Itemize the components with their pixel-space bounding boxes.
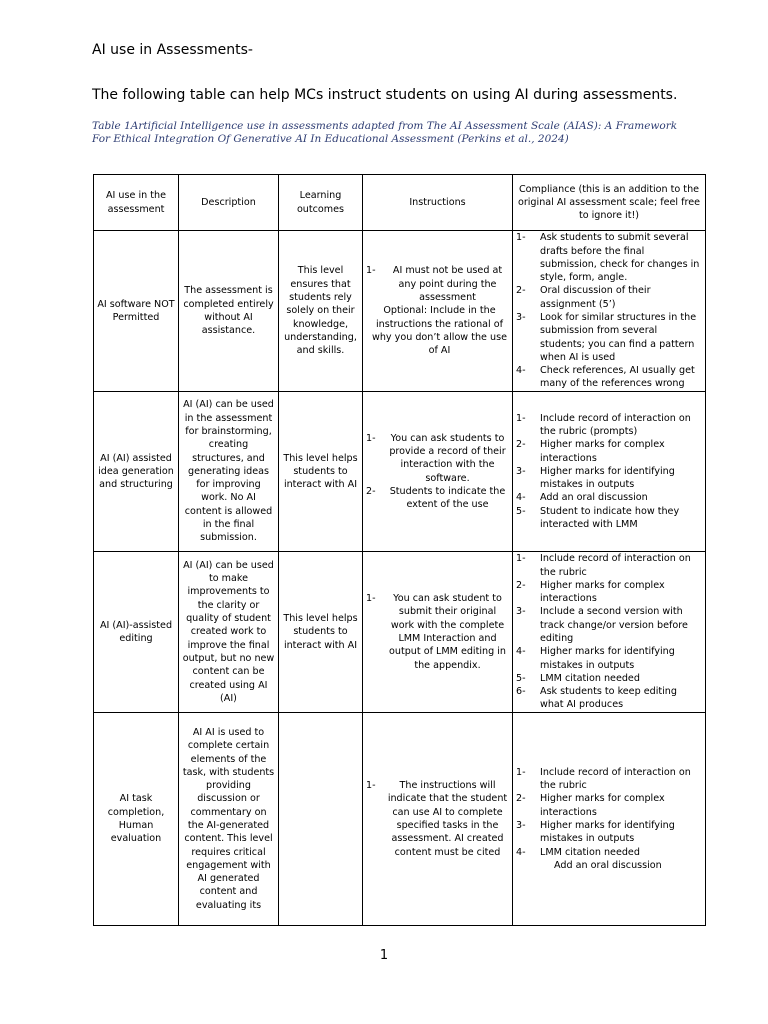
instructions-cell: [363, 552, 513, 713]
header-compliance: Compliance (this is an addition to the original AI assessment scale; feel free to ignore it!): [513, 175, 706, 231]
item-text: Students to indicate the extent of the use: [389, 485, 506, 511]
item-text: Add an oral discussion: [540, 492, 648, 504]
compliance-item: [516, 491, 702, 504]
table-header-row: [94, 175, 706, 231]
item-text: Higher marks for identifying mistakes in outputs: [540, 820, 675, 845]
compliance-note: Add an oral discussion: [554, 859, 662, 871]
level-cell: AI (AI)-assisted editing: [94, 552, 179, 713]
item-number: 1-: [366, 432, 376, 444]
item-number: 1-: [516, 412, 526, 424]
compliance-item: [516, 364, 702, 391]
compliance-item: [516, 685, 702, 712]
compliance-item: [516, 645, 702, 672]
compliance-cell: [513, 713, 706, 926]
table-row: [94, 231, 706, 392]
outcomes-cell: This level helps students to interact with AI: [279, 552, 363, 713]
instructions-cell: [363, 713, 513, 926]
description-cell: AI AI is used to complete certain elements of the task, with students providing discussion or commentary on the AI-generated content. This level requires critical engagement with AI generated content and evaluating its: [179, 713, 279, 926]
compliance-item: [516, 792, 702, 819]
document-heading: AI use in Assessments-: [92, 42, 253, 58]
item-number: 1-: [366, 593, 376, 605]
item-number: 2-: [516, 579, 526, 591]
item-text: Higher marks for identifying mistakes in outputs: [540, 465, 675, 491]
item-number: 5-: [516, 672, 526, 684]
compliance-item: [516, 231, 702, 284]
header-description: Description: [179, 175, 279, 231]
description-cell: AI (AI) can be used in the assessment for brainstorming, creating structures, and generating ideas for improving work. No AI content is allowed in the final submission.: [179, 392, 279, 552]
item-text: The instructions will indicate that the student can use AI to complete specified tasks in the assessment. AI created content must be cited: [387, 780, 508, 858]
item-text: Include record of interaction on the rubric: [540, 766, 691, 792]
item-text: Ask students to submit several drafts before the final submission, check for changes in style, form, angle.: [540, 232, 700, 284]
instructions-item: [366, 264, 509, 304]
item-number: 4-: [516, 646, 526, 658]
compliance-cell: [513, 552, 706, 713]
item-number: 3-: [516, 820, 526, 831]
compliance-item: [516, 284, 702, 311]
item-text: Higher marks for complex interactions: [540, 793, 665, 818]
compliance-cell: [513, 231, 706, 392]
level-cell: AI task completion, Human evaluation: [94, 713, 179, 926]
item-number: 2-: [516, 439, 526, 451]
item-text: AI must not be used at any point during the assessment: [392, 265, 503, 304]
header-instructions: Instructions: [363, 175, 513, 231]
item-text: You can ask students to provide a record of their interaction with the software.: [389, 432, 506, 484]
table-caption: Table 1Artificial Intelligence use in assessments adapted from The AI Assessment Scale (AIAS): A Framework For Ethical Integration Of Generative AI In Educational Assessment (Perkins et al., 2024): [92, 120, 678, 145]
compliance-item: [516, 766, 702, 793]
level-cell: AI software NOT Permitted: [94, 231, 179, 392]
item-number: 1-: [516, 553, 526, 565]
instructions-list: [366, 432, 509, 512]
table-row: [94, 552, 706, 713]
item-number: 5-: [516, 505, 526, 517]
compliance-list: [516, 231, 702, 391]
table-row: [94, 713, 706, 926]
item-text: Oral discussion of their assignment (5’): [540, 285, 651, 310]
item-text: Student to indicate how they interacted with LMM: [540, 505, 680, 531]
header-learning-outcomes: Learning outcomes: [279, 175, 363, 231]
instructions-item: [366, 432, 509, 485]
compliance-item: [516, 465, 702, 492]
instructions-list: [366, 779, 509, 859]
item-number: 3-: [516, 312, 526, 323]
item-text: Higher marks for complex interactions: [540, 579, 665, 605]
item-text: LMM citation needed: [540, 672, 640, 684]
level-cell: AI (AI) assisted idea generation and structuring: [94, 392, 179, 552]
item-number: 3-: [516, 465, 526, 477]
table-row: [94, 392, 706, 552]
item-number: 1-: [366, 780, 376, 792]
compliance-item: [516, 552, 702, 579]
compliance-item: [516, 672, 702, 685]
item-number: 1-: [516, 766, 526, 778]
item-number: 4-: [516, 492, 526, 504]
instructions-item: [366, 592, 509, 672]
compliance-cell: [513, 392, 706, 552]
compliance-item: [516, 311, 702, 364]
outcomes-cell: [279, 713, 363, 926]
compliance-list: [516, 412, 702, 532]
compliance-item: [516, 819, 702, 846]
ai-assessment-table: [93, 174, 706, 926]
description-cell: AI (AI) can be used to make improvements to the clarity or quality of student created work to improve the final output, but no new content can be created using AI (AI): [179, 552, 279, 713]
item-number: 4-: [516, 846, 526, 858]
item-text: Include record of interaction on the rubric (prompts): [540, 412, 691, 437]
item-number: 3-: [516, 606, 526, 618]
instructions-item: [366, 779, 509, 859]
item-text: Include record of interaction on the rubric: [540, 553, 691, 578]
instructions-cell: [363, 392, 513, 552]
compliance-item: [516, 438, 702, 465]
intro-paragraph: The following table can help MCs instruct students on using AI during assessments.: [92, 87, 678, 103]
item-number: 2-: [516, 285, 526, 297]
instructions-cell: [363, 231, 513, 392]
item-number: 4-: [516, 365, 526, 377]
compliance-item: [516, 846, 702, 859]
item-text: Look for similar structures in the submission from several students; you can find a pattern when AI is used: [540, 312, 697, 363]
instructions-list: [366, 592, 509, 672]
compliance-item: [516, 412, 702, 439]
description-cell: The assessment is completed entirely without AI assistance.: [179, 231, 279, 392]
item-text: LMM citation needed: [540, 846, 640, 858]
instructions-list: [366, 264, 509, 304]
item-number: 6-: [516, 686, 526, 698]
item-number: 2-: [516, 793, 526, 805]
item-text: Check references, AI usually get many of the references wrong: [540, 365, 695, 390]
compliance-item: [516, 505, 702, 532]
item-text: Higher marks for complex interactions: [540, 439, 665, 464]
item-number: 2-: [366, 485, 376, 497]
instructions-note: Optional: Include in the instructions the rational of why you don’t allow the use of AI: [372, 305, 507, 357]
item-number: 1-: [516, 232, 526, 244]
outcomes-cell: This level ensures that students rely solely on their knowledge, understanding, and skills.: [279, 231, 363, 392]
compliance-item: [516, 579, 702, 606]
outcomes-cell: This level helps students to interact with AI: [279, 392, 363, 552]
item-text: You can ask student to submit their original work with the complete LMM Interaction and output of LMM editing in the appendix.: [389, 593, 506, 671]
compliance-item: [516, 605, 702, 645]
compliance-list: [516, 552, 702, 712]
item-text: Higher marks for identifying mistakes in outputs: [540, 646, 675, 671]
header-ai-use: AI use in the assessment: [94, 175, 179, 231]
item-number: 1-: [366, 265, 376, 277]
item-text: Include a second version with track change/or version before editing: [540, 606, 688, 644]
instructions-item: [366, 485, 509, 512]
item-text: Ask students to keep editing what AI produces: [540, 686, 677, 711]
compliance-list: [516, 766, 702, 859]
page-number: 1: [379, 948, 389, 963]
